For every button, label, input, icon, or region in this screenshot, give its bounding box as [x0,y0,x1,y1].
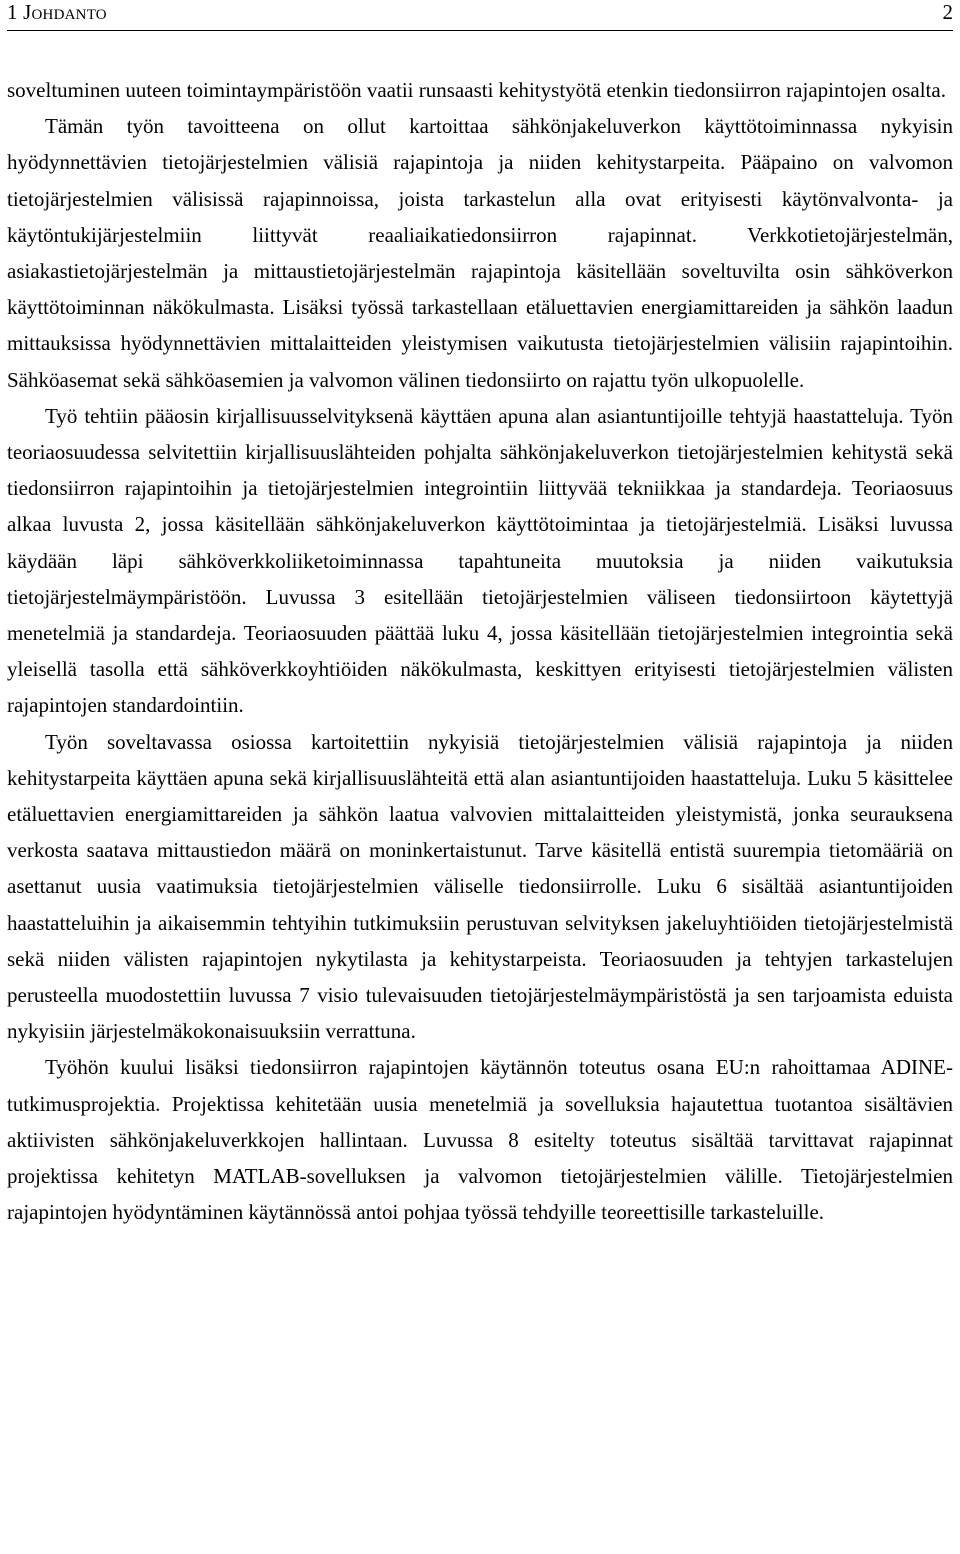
running-header [7,0,953,31]
paragraph-applied-part: Työn soveltavassa osiossa kartoitettiin nykyisiä tietojärjestelmien välisiä rajapintoja ja niiden kehitystarpeita käyttäen apuna sekä kirjallisuuslähteitä että alan asiantuntijoiden haastatteluja. Luku 5 käsittelee etäluettavien energiamittareiden ja sähkön laatua valvovien mittalaitteiden yleistymistä, jonka seurauksena verkosta saatava mittaustiedon määrä on moninkertaistunut. Tarve käsitellä entistä suurempia tietomääriä on asettanut uusia vaatimuksia tietojärjestelmien väliselle tiedonsiirrolle. Luku 6 sisältää asiantuntijoiden haastatteluihin ja aikaisemmin tehtyihin tutkimuksiin perustuvan selvityksen jakeluyhtiöiden tietojärjestelmistä sekä niiden välisten rajapintojen nykytilasta ja kehitystarpeista. Teoriaosuuden ja tehtyjen tarkastelujen perusteella muodostettiin luvussa 7 visio tulevaisuuden tietojärjestelmäympäristöstä ja sen tarjoamista eduista nykyisiin järjestelmäkokonaisuuksiin verrattuna. [7,729,953,1044]
paragraph-methods: Työ tehtiin pääosin kirjallisuusselvityksenä käyttäen apuna alan asiantuntijoille tehtyjä haastatteluja. Työn teoriaosuudessa selvitettiin kirjallisuuslähteiden pohjalta sähkönjakeluverkon tietojärjestelmien kehitystä sekä tiedonsiirron rajapintoihin ja tietojärjestelmien integrointiin liittyvää tekniikkaa ja standardeja. Teoriaosuus alkaa luvusta 2, jossa käsitellään sähkönjakeluverkon käyttötoimintaa ja tietojärjestelmiä. Lisäksi luvussa käydään läpi sähköverkkoliiketoiminnassa tapahtuneita muutoksia ja niiden vaikutuksia tietojärjestelmäympäristöön. Luvussa 3 esitellään tietojärjestelmien väliseen tiedonsiirtoon käytettyjä menetelmiä ja standardeja. Teoriaosuuden päättää luku 4, jossa käsitellään tietojärjestelmien integrointia sekä yleisellä tasolla että sähköverkkoyhtiöiden näkökulmasta, keskittyen erityisesti tietojärjestelmien välisten rajapintojen standardointiin. [7,403,953,718]
body-text [7,72,953,1231]
paragraph-continuation: soveltuminen uuteen toimintaympäristöön vaatii runsaasti kehitystyötä etenkin tiedonsiirron rajapintojen osalta. [7,78,946,102]
chapter-title: Johdanto [23,0,107,24]
document-page [7,0,953,1231]
paragraph-implementation: Työhön kuului lisäksi tiedonsiirron rajapintojen käytännön toteutus osana EU:n rahoittamaa ADINE-tutkimusprojektia. Projektissa kehitetään uusia menetelmiä ja sovelluksia hajautettua tuotantoa sisältävien aktiivisten sähkönjakeluverkkojen hallintaan. Luvussa 8 esitelty toteutus sisältää tarvittavat rajapinnat projektissa kehitetyn MATLAB-sovelluksen ja valvomon tietojärjestelmien välille. Tietojärjestelmien rajapintojen hyödyntäminen käytännössä antoi pohjaa työssä tehdyille teoreettisille tarkasteluille. [7,1055,953,1225]
chapter-heading [7,1,107,23]
paragraph-objectives: Tämän työn tavoitteena on ollut kartoittaa sähkönjakeluverkon käyttötoiminnassa nykyisin hyödynnettävien tietojärjestelmien välisiä rajapintoja ja niiden kehitystarpeita. Pääpaino on valvomon tietojärjestelmien välisissä rajapinnoissa, joista tarkastelun alla ovat erityisesti käytönvalvonta- ja käytöntukijärjestelmiin liittyvät reaaliaikatiedonsiirron rajapinnat. Verkkotietojärjestelmän, asiakastietojärjestelmän ja mittaustietojärjestelmän rajapintoja käsitellään soveltuvilta osin sähköverkon käyttötoiminnan näkökulmasta. Lisäksi työssä tarkastellaan etäluettavien energiamittareiden ja sähkön laadun mittauksissa hyödynnettävien mittalaitteiden yleistymisen vaikutusta tietojärjestelmien välisiin rajapintoihin. Sähköasemat sekä sähköasemien ja valvomon välinen tiedonsiirto on rajattu työn ulkopuolelle. [7,114,953,392]
chapter-number: 1 [7,0,18,24]
page-number: 2 [942,0,953,24]
